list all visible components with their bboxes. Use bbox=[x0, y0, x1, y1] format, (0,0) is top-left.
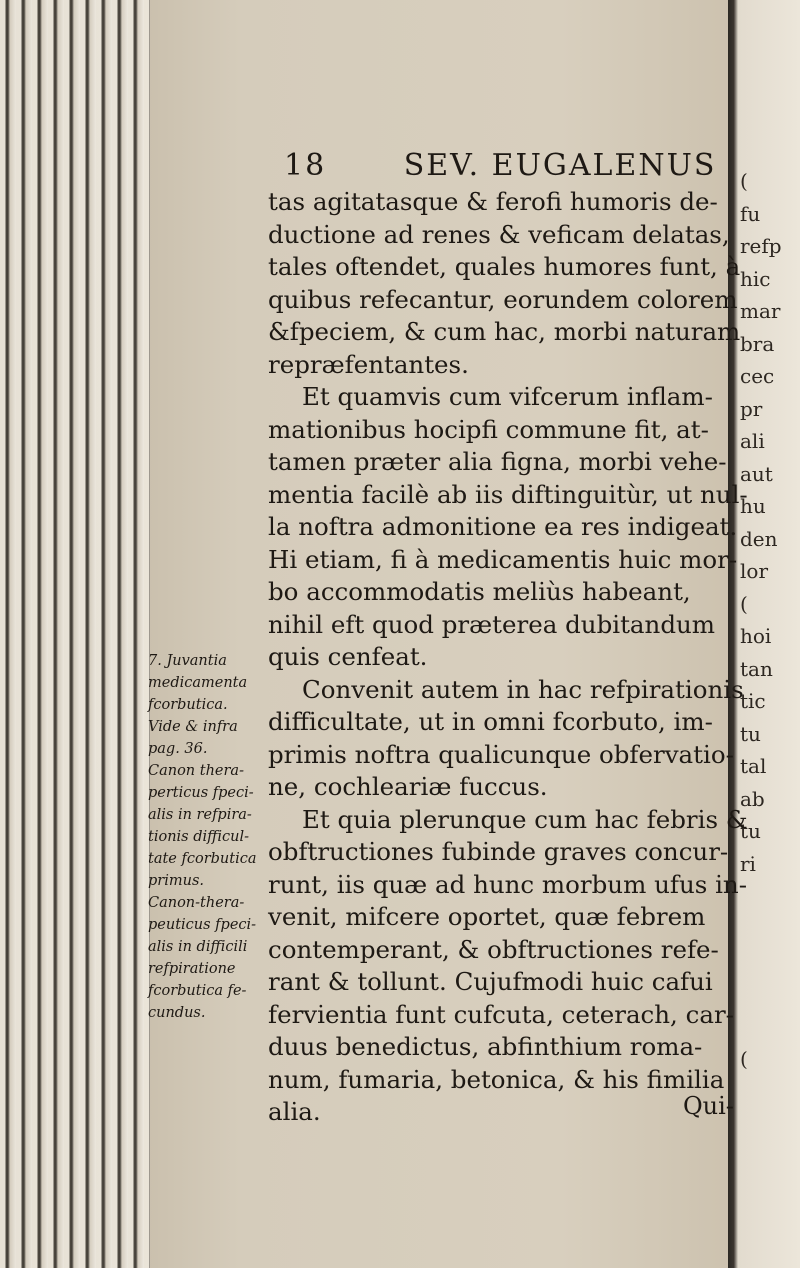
facing-page-fragment: tal bbox=[740, 754, 767, 778]
text-line: tamen præter alia figna, morbi vehe- bbox=[268, 447, 727, 476]
marginal-note-line: refpiratione bbox=[148, 961, 236, 977]
marginal-note-line: primus. bbox=[148, 873, 204, 889]
facing-page-fragment: tan bbox=[740, 656, 773, 681]
facing-page-fragment: ( bbox=[740, 169, 748, 193]
facing-page-fragment: tic bbox=[740, 689, 766, 713]
facing-page-fragment bbox=[740, 1010, 798, 1043]
text-line: nihil eft quod præterea dubitandum bbox=[268, 609, 716, 639]
marginal-note-line: cundus. bbox=[148, 1005, 206, 1021]
text-line: ductione ad renes & veficam delatas, bbox=[268, 219, 730, 249]
marginal-note-line: fcorbutica fe- bbox=[148, 983, 247, 999]
text-line: Et quamvis cum vifcerum inflam- bbox=[302, 382, 713, 411]
facing-page-fragment bbox=[740, 880, 798, 913]
text-line: venit, mifcere oportet, quæ febrem bbox=[268, 902, 706, 931]
text-line: la noftra admonitione ea res indigeat. bbox=[268, 512, 738, 541]
text-line: duus benedictus, abfinthium roma- bbox=[268, 1032, 703, 1061]
text-line: mentia facilè ab iis diftinguitùr, ut nul- bbox=[268, 479, 748, 509]
running-header bbox=[284, 148, 716, 183]
facing-page-fragment bbox=[740, 1075, 798, 1108]
marginal-note-line: peuticus fpeci- bbox=[148, 917, 257, 933]
facing-page-fragment: hu bbox=[740, 494, 766, 518]
main-text-block bbox=[268, 186, 748, 1129]
facing-page-fragment: aut bbox=[740, 461, 773, 486]
text-line: Et quia plerunque cum hac febris & bbox=[302, 804, 748, 834]
text-line: ne, cochleariæ fuccus. bbox=[268, 772, 548, 801]
marginal-note-line: Canon thera- bbox=[148, 763, 244, 779]
facing-page-fragment: hic bbox=[740, 266, 771, 291]
facing-page-fragment: bra bbox=[740, 331, 775, 356]
facing-page-fragment: mar bbox=[740, 299, 781, 323]
page-number: 18 bbox=[284, 148, 327, 183]
text-line: repræfentantes. bbox=[268, 349, 469, 379]
marginal-note-line: fcorbutica. bbox=[148, 697, 228, 713]
facing-page-fragment bbox=[740, 945, 798, 978]
text-line: tas agitatasque & ferofi humoris de- bbox=[268, 187, 718, 216]
facing-page-fragment: hoi bbox=[740, 624, 772, 648]
marginal-note-line: Canon-thera- bbox=[148, 895, 245, 911]
facing-page-fragment bbox=[740, 913, 798, 946]
text-line: num, fumaria, betonica, & his fimilia bbox=[268, 1064, 725, 1094]
facing-page-fragment bbox=[740, 978, 798, 1011]
running-title: SEV. EUGALENUS bbox=[403, 148, 717, 183]
facing-page-fragment: tu bbox=[740, 819, 761, 843]
text-line: alia. bbox=[268, 1097, 321, 1126]
text-line: fervientia funt cufcuta, ceterach, car- bbox=[268, 999, 734, 1029]
facing-page-fragment: ri bbox=[740, 851, 756, 876]
marginal-note-line: pag. 36. bbox=[148, 741, 208, 757]
marginal-note-line: alis in refpira- bbox=[148, 807, 252, 823]
marginal-note-line: tionis difficul- bbox=[148, 829, 250, 845]
facing-page-fragment: ( bbox=[740, 1046, 748, 1071]
facing-page-fragment: tu bbox=[740, 721, 761, 746]
text-line: quibus refecantur, eorundem colorem bbox=[268, 284, 738, 314]
facing-page-fragment: fu bbox=[740, 201, 761, 226]
text-line: contemperant, & obftructiones refe- bbox=[268, 934, 719, 964]
facing-page-fragment: ab bbox=[740, 786, 765, 811]
marginal-note-line: 7. Juvantia bbox=[148, 653, 227, 669]
text-line: rant & tollunt. Cujufmodi huic cafui bbox=[268, 967, 713, 996]
text-line: runt, iis quæ ad hunc morbum ufus in- bbox=[268, 869, 747, 899]
text-line: mationibus hocipfi commune fit, at- bbox=[268, 414, 709, 444]
text-line: tales oftendet, quales humores funt, à bbox=[268, 252, 741, 281]
text-line: &fpeciem, & cum hac, morbi naturam bbox=[268, 317, 741, 346]
marginal-note-line: alis in difficili bbox=[148, 939, 248, 955]
catchword: Qui- bbox=[683, 1092, 734, 1120]
facing-page-fragment: pr bbox=[740, 396, 763, 421]
facing-page-fragment: refp bbox=[740, 234, 782, 258]
text-line: Convenit autem in hac refpirationis bbox=[302, 674, 744, 704]
marginal-note-line: tate fcorbutica bbox=[148, 851, 257, 867]
facing-page-fragment: cec bbox=[740, 364, 775, 388]
text-line: quis cenfeat. bbox=[268, 642, 428, 671]
text-line: primis noftra qualicunque obfervatio- bbox=[268, 739, 734, 769]
facing-page-fragment: ( bbox=[740, 591, 748, 616]
marginal-note bbox=[148, 650, 276, 1024]
marginal-note-line: medicamenta bbox=[148, 675, 248, 691]
facing-page-fragment: lor bbox=[740, 559, 768, 583]
facing-page-fragment: ali bbox=[740, 429, 765, 453]
text-line: obftructiones fubinde graves concur- bbox=[268, 837, 729, 866]
text-line: Hi etiam, fi à medicamentis huic mor- bbox=[268, 544, 738, 574]
text-line: difficultate, ut in omni fcorbuto, im- bbox=[268, 707, 713, 736]
marginal-note-line: perticus fpeci- bbox=[148, 785, 254, 801]
facing-page-fragment: den bbox=[740, 526, 778, 551]
facing-page-fragments bbox=[740, 165, 798, 1108]
book-binding-stack bbox=[0, 0, 150, 1268]
marginal-note-line: Vide & infra bbox=[148, 719, 238, 735]
text-line: bo accommodatis meliùs habeant, bbox=[268, 577, 691, 606]
